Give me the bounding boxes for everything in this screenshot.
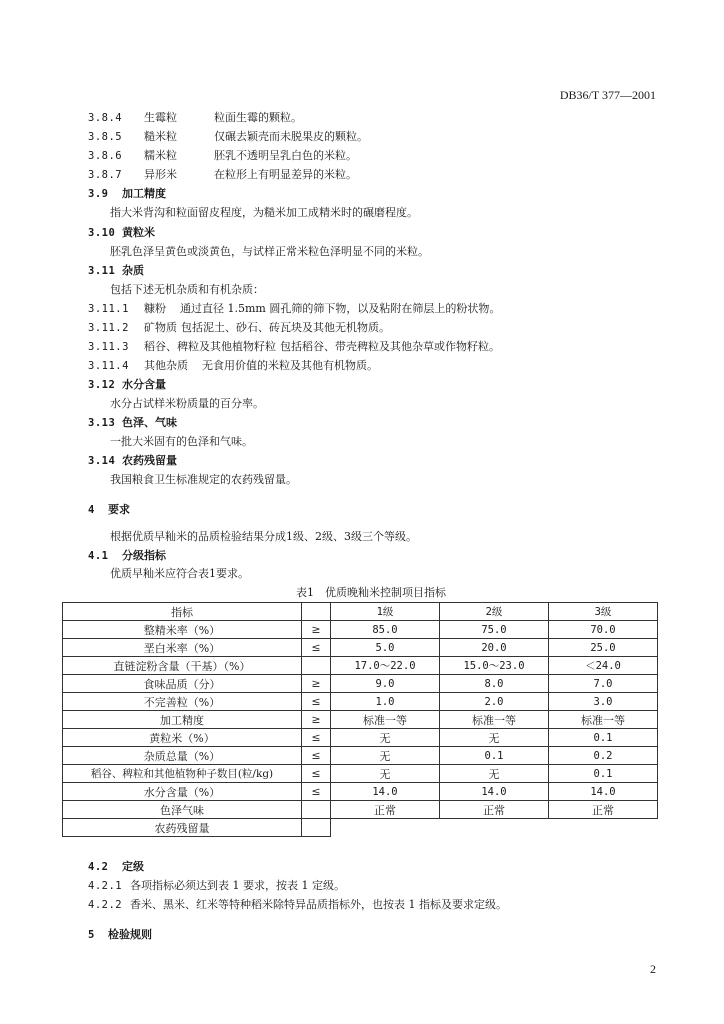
header-cell: 3级 xyxy=(549,603,658,621)
clause-3-8-4: 3.8.4 生霉粒 粒面生霉的颗粒。 xyxy=(88,111,302,124)
header-cell: 2级 xyxy=(440,603,549,621)
table-cell: 5.0 xyxy=(331,639,440,657)
table-cell: 不完善粒（%） xyxy=(63,693,302,711)
table-cell: 无 xyxy=(440,765,549,783)
header-cell xyxy=(302,603,331,621)
table-cell: 14.0 xyxy=(549,783,658,801)
clause-3-8-6: 3.8.6 糯米粒 胚乳不透明呈乳白色的米粒。 xyxy=(88,149,357,162)
clause-4-2-1: 4.2.1 各项指标必须达到表 1 要求，按表 1 定级。 xyxy=(88,879,345,892)
table-cell: 加工精度 xyxy=(63,711,302,729)
heading-4: 4 要求 xyxy=(88,503,130,516)
header-cell: 指标 xyxy=(63,603,302,621)
heading-4-1: 4.1 分级指标 xyxy=(88,549,166,562)
table-cell: 0.2 xyxy=(549,747,658,765)
table-cell: 3.0 xyxy=(549,693,658,711)
table-cell: ≥ xyxy=(302,711,331,729)
table-header-row xyxy=(63,603,658,621)
table-cell: 25.0 xyxy=(549,639,658,657)
clause-3-11-3: 3.11.3 稻谷、稗粒及其他植物籽粒 包括稻谷、带壳稗粒及其他杂草或作物籽粒。 xyxy=(88,340,500,353)
table-cell: 正常 xyxy=(440,801,549,819)
heading-3-14: 3.14 农药残留量 xyxy=(88,454,177,467)
table-cell: ＜24.0 xyxy=(549,657,658,675)
table-cell: 7.0 xyxy=(549,675,658,693)
table-cell: 整精米率（%） xyxy=(63,621,302,639)
table-cell: 水分含量（%） xyxy=(63,783,302,801)
body-3-11: 包括下述无机杂质和有机杂质： xyxy=(110,283,264,296)
table-cell: ≤ xyxy=(302,747,331,765)
table-caption: 表1 优质晚籼米控制项目指标 xyxy=(296,586,446,599)
table-cell xyxy=(302,657,331,675)
table-cell: ≤ xyxy=(302,693,331,711)
table-cell: 色泽气味 xyxy=(63,801,302,819)
table-cell: ≥ xyxy=(302,675,331,693)
clause-3-11-4: 3.11.4 其他杂质 无食用价值的米粒及其他有机物质。 xyxy=(88,359,378,372)
table-row xyxy=(63,621,658,639)
table-cell: 垩白米率（%） xyxy=(63,639,302,657)
table-cell: 正常 xyxy=(549,801,658,819)
body-4: 根据优质早籼米的品质检验结果分成1级、2级、3级三个等级。 xyxy=(110,530,417,543)
table-cell: 0.1 xyxy=(549,765,658,783)
table-cell: 正常 xyxy=(331,801,440,819)
table-cell xyxy=(440,819,549,837)
document-code: DB36/T 377—2001 xyxy=(559,88,656,102)
heading-3-11: 3.11 杂质 xyxy=(88,264,144,277)
table-cell: 稻谷、稗粒和其他植物种子数目(粒/kg) xyxy=(63,765,302,783)
table-cell: 杂质总量（%） xyxy=(63,747,302,765)
table-row xyxy=(63,801,658,819)
body-3-13: 一批大米固有的色泽和气味。 xyxy=(110,435,253,448)
table-cell: 2.0 xyxy=(440,693,549,711)
table-cell: 17.0～22.0 xyxy=(331,657,440,675)
heading-3-10: 3.10 黄粒米 xyxy=(88,226,155,239)
heading-5: 5 检验规则 xyxy=(88,928,152,941)
heading-3-13: 3.13 色泽、气味 xyxy=(88,416,177,429)
table-cell: 8.0 xyxy=(440,675,549,693)
table-cell xyxy=(302,801,331,819)
table-cell: ≥ xyxy=(302,621,331,639)
table-cell: 无 xyxy=(331,747,440,765)
body-4-1: 优质早籼米应符合表1要求。 xyxy=(110,567,249,580)
body-3-9: 指大米背沟和粒面留皮程度，为糙米加工成精米时的碾磨程度。 xyxy=(110,206,418,219)
table-cell: 70.0 xyxy=(549,621,658,639)
heading-3-12: 3.12 水分含量 xyxy=(88,378,166,391)
table-cell: 15.0～23.0 xyxy=(440,657,549,675)
table-cell: 无 xyxy=(331,765,440,783)
table-cell: 85.0 xyxy=(331,621,440,639)
clause-3-11-1: 3.11.1 糠粉 通过直径 1.5mm 圆孔筛的筛下物，以及粘附在筛层上的粉状物。 xyxy=(88,302,501,315)
table-cell: 黄粒米（%） xyxy=(63,729,302,747)
table-cell: ≤ xyxy=(302,783,331,801)
table-cell: 标准一等 xyxy=(440,711,549,729)
body-3-12: 水分占试样米粉质量的百分率。 xyxy=(110,397,264,410)
table-cell: ≤ xyxy=(302,765,331,783)
clause-3-8-5: 3.8.5 糙米粒 仅碾去颖壳而未脱果皮的颗粒。 xyxy=(88,130,368,143)
clause-3-11-2: 3.11.2 矿物质 包括泥土、砂石、砖瓦块及其他无机物质。 xyxy=(88,321,390,334)
table-cell xyxy=(331,819,440,837)
table-row xyxy=(63,639,658,657)
table-cell: 农药残留量 xyxy=(63,819,302,837)
table-row xyxy=(63,657,658,675)
heading-4-2: 4.2 定级 xyxy=(88,860,144,873)
table-row xyxy=(63,693,658,711)
table-cell: ≤ xyxy=(302,639,331,657)
table-row xyxy=(63,675,658,693)
table-row xyxy=(63,729,658,747)
table-row xyxy=(63,711,658,729)
clause-3-8-7: 3.8.7 异形米 在粒形上有明显差异的米粒。 xyxy=(88,168,357,181)
table-cell: 75.0 xyxy=(440,621,549,639)
table-cell xyxy=(549,819,658,837)
header-cell: 1级 xyxy=(331,603,440,621)
heading-3-9: 3.9 加工精度 xyxy=(88,187,166,200)
grade-table xyxy=(62,602,658,837)
table-cell: 无 xyxy=(440,729,549,747)
table-cell: 0.1 xyxy=(440,747,549,765)
table-row xyxy=(63,747,658,765)
table-cell: 14.0 xyxy=(331,783,440,801)
table-cell: 1.0 xyxy=(331,693,440,711)
table-cell: ≤ xyxy=(302,729,331,747)
table-row xyxy=(63,765,658,783)
page-number: 2 xyxy=(650,962,656,976)
table-cell: 标准一等 xyxy=(549,711,658,729)
table-cell: 食味品质（分） xyxy=(63,675,302,693)
body-3-10: 胚乳色泽呈黄色或淡黄色，与试样正常米粒色泽明显不同的米粒。 xyxy=(110,245,429,258)
table-cell: 20.0 xyxy=(440,639,549,657)
table-cell xyxy=(302,819,331,837)
table-row xyxy=(63,783,658,801)
table-cell: 9.0 xyxy=(331,675,440,693)
body-3-14: 我国粮食卫生标准规定的农药残留量。 xyxy=(110,473,297,486)
table-cell: 0.1 xyxy=(549,729,658,747)
table-cell: 直链淀粉含量（干基）（%） xyxy=(63,657,302,675)
clause-4-2-2: 4.2.2 香米、黑米、红米等特种稻米除特异品质指标外，也按表 1 指标及要求定级。 xyxy=(88,898,507,911)
table-cell: 标准一等 xyxy=(331,711,440,729)
table-cell: 14.0 xyxy=(440,783,549,801)
table-cell: 无 xyxy=(331,729,440,747)
table-row xyxy=(63,819,658,837)
